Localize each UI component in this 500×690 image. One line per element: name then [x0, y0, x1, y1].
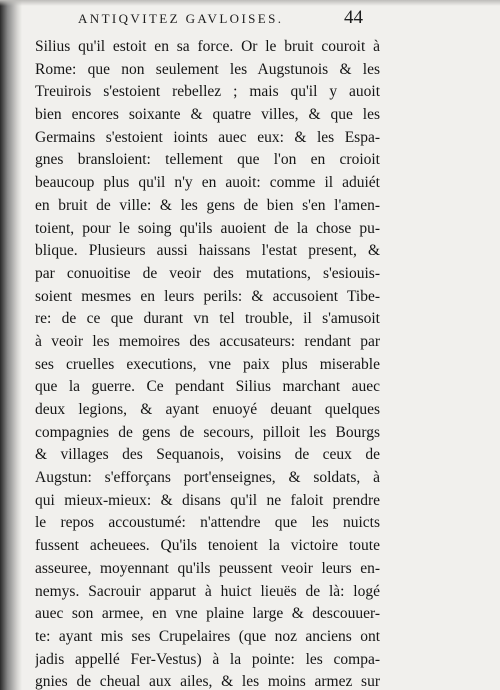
text-line: nemys. Sacrouir apparut à huict lieuës de là: logé [35, 582, 380, 600]
text-line: blique. Plusieurs aussi haissans l'estat present, & [35, 242, 380, 260]
text-line: re: de ce que durant vn tel trouble, il s'amusoit [35, 310, 380, 328]
text-line: gnes bransloient: tellement que l'on en croioit [35, 151, 380, 169]
text-line: toient, pour le soing qu'ils auoient de la chose pu- [35, 219, 380, 237]
text-line: deux legions, & ayant enuoyé deuant quelques [35, 401, 380, 418]
text-line: auec son armee, en vne plaine large & descouuer- [35, 605, 380, 623]
text-line: compagnies de gens de secours, pilloit les Bourgs [35, 423, 380, 441]
text-line: que la guerre. Ce pendant Silius marchant auec [35, 378, 380, 396]
text-line: qui mieux-mieux: & disans qu'il ne faloit prendre [35, 491, 380, 509]
text-line: asseuree, moyennant qu'ils peussent veoir leurs en- [35, 559, 380, 577]
text-line: ses cruelles executions, vne paix plus miserable [35, 355, 380, 373]
text-line: beaucoup plus qu'il n'y en auoit: comme il aduiét [35, 174, 380, 192]
text-line: le repos accoustumé: n'attendre que les nuicts [35, 514, 380, 532]
text-line: te: ayant mis ses Crupelaires (que noz anciens ont [35, 627, 380, 645]
text-line: à veoir les memoires des accusateurs: rendant par [35, 332, 380, 350]
page-header [78, 7, 378, 29]
text-line: bien encores soixante & quatre villes, & que les [35, 106, 380, 124]
body-text [35, 36, 380, 690]
top-edge-shadow [0, 0, 500, 6]
page-number: 44 [344, 7, 363, 28]
text-line: par conuoitise de veoir des mutations, s'esiouis- [35, 264, 380, 282]
text-line: gnies de cheual aux ailes, & les moins armez sur [35, 673, 380, 690]
text-line: Treuirois s'estoient rebellez ; mais qu'il y auoit [35, 83, 380, 101]
text-line: Silius qu'il estoit en sa force. Or le bruit couroit à [35, 38, 380, 55]
text-line: Rome: que non seulement les Augstunois & les [35, 60, 380, 78]
text-line: en bruit de ville: & les gens de bien s'en l'amen- [35, 196, 380, 214]
text-line: jadis appellé Fer-Vestus) à la pointe: les compa- [35, 650, 380, 668]
running-title: ANTIQVITEZ GAVLOISES. [78, 11, 284, 26]
binding-shadow [0, 0, 22, 690]
text-line: fussent acheuees. Qu'ils tenoient la victoire toute [35, 537, 380, 555]
text-line: soient mesmes en leurs perils: & accusoient Tibe- [35, 287, 380, 305]
text-line: Augstun: s'efforçans port'enseignes, & soldats, à [35, 469, 380, 487]
text-line: & villages des Sequanois, voisins de ceux de [35, 446, 380, 464]
text-line: Germains s'estoient ioints auec eux: & les Espa- [35, 128, 380, 146]
